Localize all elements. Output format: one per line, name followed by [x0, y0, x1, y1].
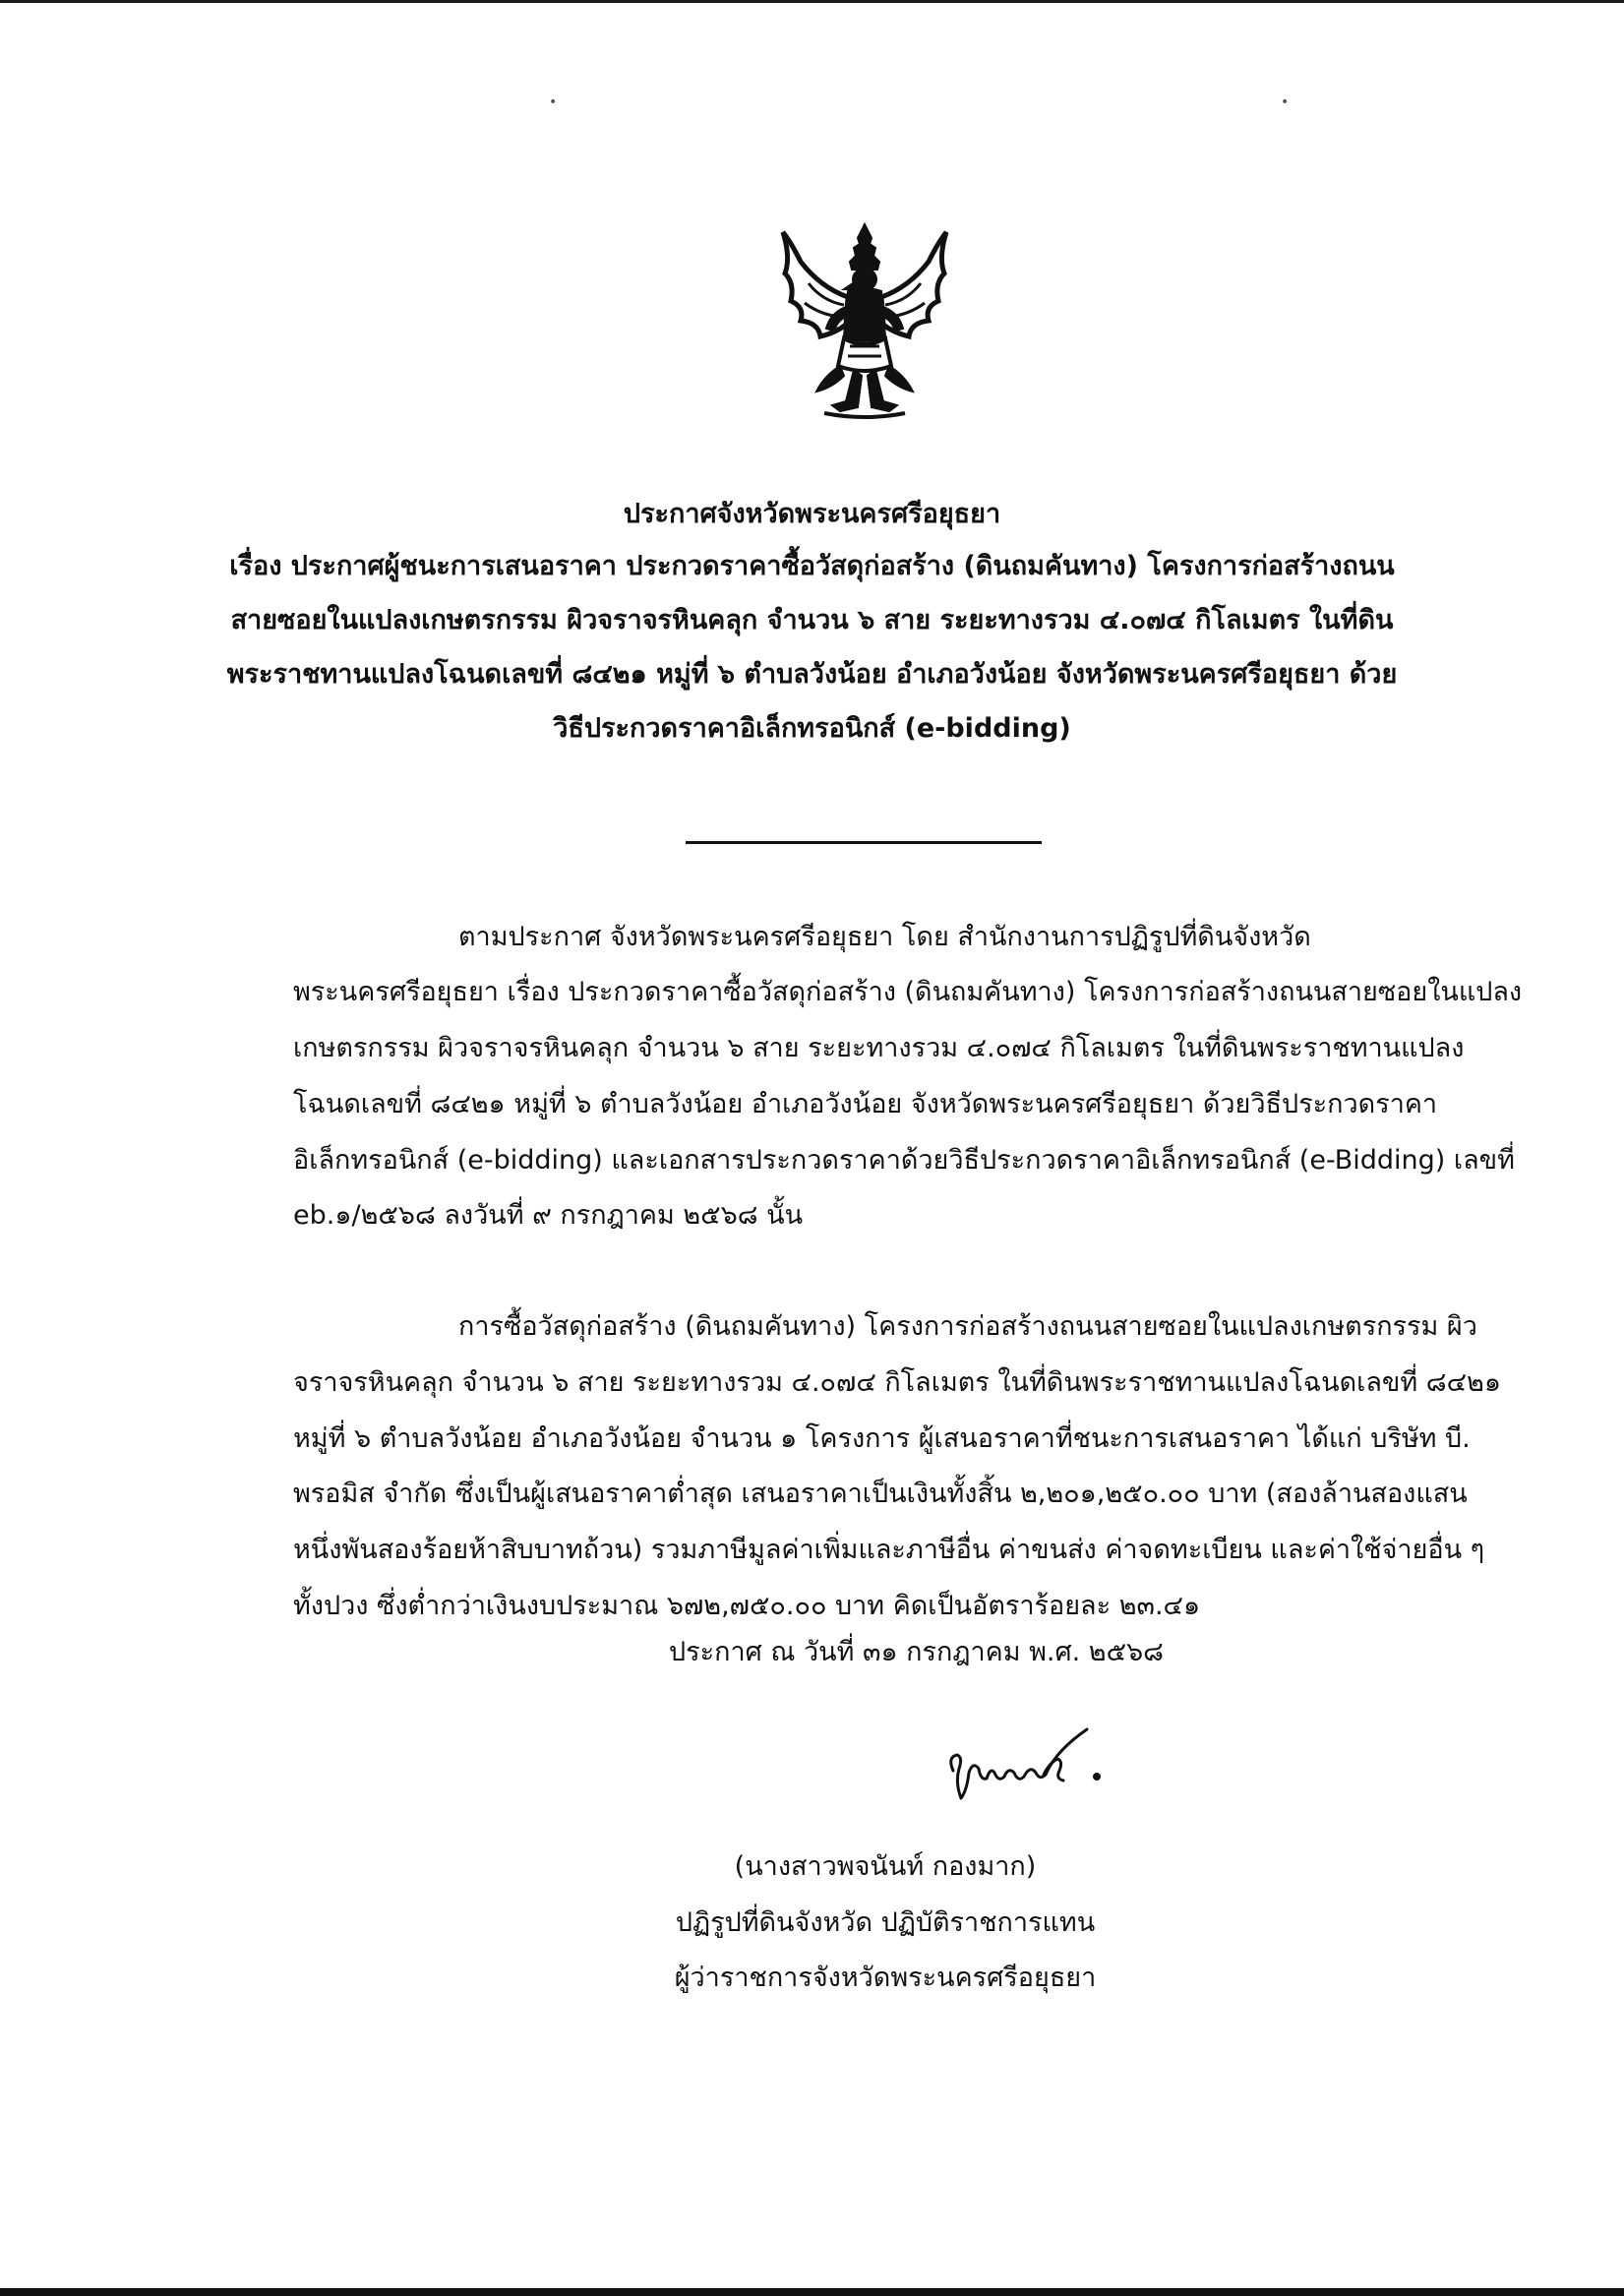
scan-speck: •: [549, 94, 558, 110]
paragraph-1-line: เกษตรกรรม ผิวจราจรหินคลุก จำนวน ๖ สาย ระยะทางรวม ๔.๐๗๔ กิโลเมตร ในที่ดินพระราชทานแปลง: [293, 1033, 1465, 1063]
announcement-title: ประกาศจังหวัดพระนครศรีอยุธยา: [623, 499, 1001, 529]
signatory-name: (นางสาวพจนันท์ กองมาก): [734, 1851, 1037, 1882]
title-divider: [686, 841, 1042, 844]
subject-line: เรื่อง ประกาศผู้ชนะการเสนอราคา ประกวดราคาซื้อวัสดุก่อสร้าง (ดินถมคันทาง) โครงการก่อสร้างถนน: [229, 551, 1395, 581]
paragraph-1-line: ตามประกาศ จังหวัดพระนครศรีอยุธยา โดย สำนักงานการปฏิรูปที่ดินจังหวัด: [458, 922, 1311, 952]
signatory-position: ผู้ว่าราชการจังหวัดพระนครศรีอยุธยา: [674, 1963, 1097, 1993]
garuda-emblem-icon: [761, 218, 968, 425]
subject-line: สายซอยในแปลงเกษตรกรรม ผิวจราจรหินคลุก จำนวน ๖ สาย ระยะทางรวม ๔.๐๗๔ กิโลเมตร ในที่ดิน: [230, 605, 1394, 635]
scan-speck: •: [1281, 94, 1290, 110]
paragraph-2-line: พรอมิส จำกัด ซึ่งเป็นผู้เสนอราคาต่ำสุด เสนอราคาเป็นเงินทั้งสิ้น ๒,๒๐๑,๒๕๐.๐๐ บาท (สองล้านสองแสน: [293, 1479, 1468, 1509]
scan-border-top: [0, 0, 1624, 3]
paragraph-2-line: ทั้งปวง ซึ่งต่ำกว่าเงินงบประมาณ ๖๗๒,๗๕๐.๐๐ บาท คิดเป็นอัตราร้อยละ ๒๓.๔๑: [293, 1591, 1201, 1621]
paragraph-1-line: พระนครศรีอยุธยา เรื่อง ประกวดราคาซื้อวัสดุก่อสร้าง (ดินถมคันทาง) โครงการก่อสร้างถนนสายซอยในแปลง: [293, 977, 1523, 1007]
paragraph-1-line: โฉนดเลขที่ ๘๔๒๑ หมู่ที่ ๖ ตำบลวังน้อย อำเภอวังน้อย จังหวัดพระนครศรีอยุธยา ด้วยวิธีประกวดราคา: [293, 1089, 1438, 1119]
scan-border-bottom: [0, 2288, 1624, 2296]
paragraph-1-line: eb.๑/๒๕๖๘ ลงวันที่ ๙ กรกฎาคม ๒๕๖๘ นั้น: [293, 1200, 804, 1231]
paragraph-2-line: จราจรหินคลุก จำนวน ๖ สาย ระยะทางรวม ๔.๐๗๔ กิโลเมตร ในที่ดินพระราชทานแปลงโฉนดเลขที่ ๘๔๒๑: [293, 1367, 1501, 1398]
paragraph-1-line: อิเล็กทรอนิกส์ (e-bidding) และเอกสารประกวดราคาด้วยวิธีประกวดราคาอิเล็กทรอนิกส์ (e-Bidding) เลขที่: [293, 1145, 1515, 1176]
signatory-position: ปฏิรูปที่ดินจังหวัด ปฏิบัติราชการแทน: [675, 1907, 1096, 1938]
handwritten-signature: [939, 1722, 1126, 1810]
paragraph-2-line: การซื้อวัสดุก่อสร้าง (ดินถมคันทาง) โครงการก่อสร้างถนนสายซอยในแปลงเกษตรกรรม ผิว: [458, 1311, 1477, 1342]
paragraph-2-line: หมู่ที่ ๖ ตำบลวังน้อย อำเภอวังน้อย จำนวน ๑ โครงการ ผู้เสนอราคาที่ชนะการเสนอราคา ได้แก่ บริษัท บี.: [293, 1423, 1471, 1454]
paragraph-2-line: หนึ่งพันสองร้อยห้าสิบบาทถ้วน) รวมภาษีมูลค่าเพิ่มและภาษีอื่น ค่าขนส่ง ค่าจดทะเบียน และค่าใช้จ่ายอื่น ๆ: [293, 1535, 1485, 1565]
subject-line: วิธีประกวดราคาอิเล็กทรอนิกส์ (e-bidding): [553, 713, 1071, 744]
subject-line: พระราชทานแปลงโฉนดเลขที่ ๘๔๒๑ หมู่ที่ ๖ ตำบลวังน้อย อำเภอวังน้อย จังหวัดพระนครศรีอยุธยา ด้วย: [226, 659, 1398, 690]
announcement-date: ประกาศ ณ วันที่ ๓๑ กรกฎาคม พ.ศ. ๒๕๖๘: [669, 1637, 1164, 1667]
